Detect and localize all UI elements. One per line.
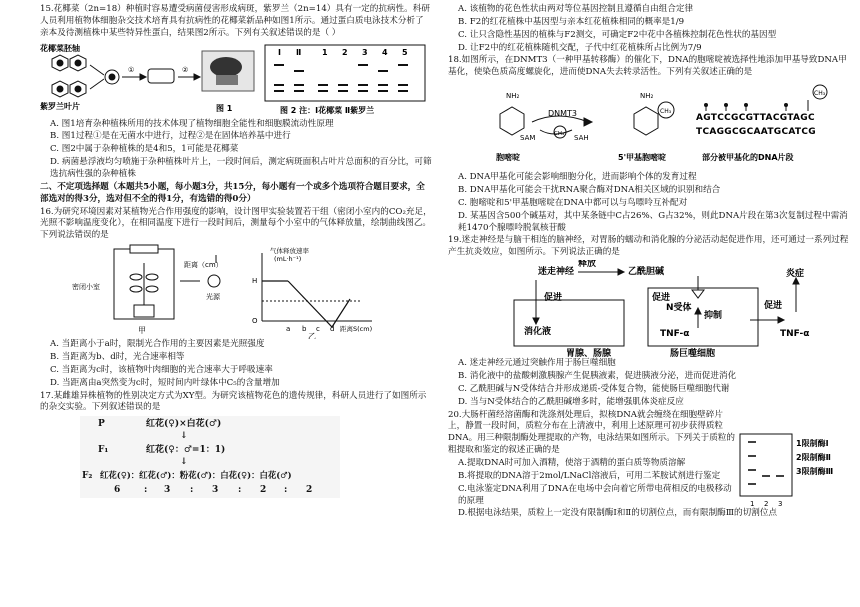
q16-option-c: C. 当距离为c时，该植物叶肉细胞的光合速率大于呼吸速率	[50, 364, 273, 375]
right-column	[448, 4, 850, 521]
q20-stem: 20.大肠杆菌经溶菌酶和洗涤剂处理后，拟核DNA就会缠绕在细胞壁碎片上，静置一段时间，质粒分布在上清液中，利用上述原理可初步获得质粒DNA。用三种限制酶处理提取的产物，电泳结果如图所示。下列关于质粒的粗提取和鉴定的叙述正确的是	[448, 409, 736, 456]
q17-f1: 红花(♀：♂=1：1)	[146, 445, 226, 456]
q17-arrow-1: ↓	[180, 431, 188, 442]
gel-label-2: 2限制酶Ⅱ	[796, 452, 831, 462]
q19-option-d: D. 当与N受体结合的乙酰胆碱增多时，能增强肌体炎症反应	[458, 396, 684, 407]
q15-option-b: B. 图1过程①是在无菌水中进行，过程②是在固体培养基中进行	[50, 131, 291, 142]
q19-promote-1: 促进	[544, 293, 563, 304]
q16-option-a: A. 当距离小于a时，限制光合作用的主要因素是光照强度	[50, 339, 265, 350]
q20-option-a: A.提取DNA时可加入酒精，使溶于酒精的蛋白质等物质溶解	[458, 458, 686, 469]
ratio-sep: :	[238, 485, 242, 496]
fig-b-h: H	[252, 277, 258, 286]
q16-figures	[40, 243, 432, 339]
q17-ratio-5: 2	[306, 485, 313, 496]
q18-caption-1: 胞嘧啶	[496, 153, 520, 163]
fig-b-yunit: (mL·h⁻¹)	[274, 255, 302, 264]
q18-ch3-c: CH₃	[814, 90, 826, 98]
fig-b-tick-a: a	[286, 325, 291, 334]
q18-seq2: TCAGGCGCAATGCATCG	[696, 127, 816, 138]
q20-gel-figure	[738, 432, 850, 510]
fig1-label-a: 花椰菜胚轴	[40, 43, 80, 53]
q20-option-c: C.电泳鉴定DNA利用了DNA在电场中会向着它所带电荷相反的电极移动的原理	[458, 483, 732, 506]
q18-sah: SAH	[574, 134, 589, 143]
q15-figures	[40, 41, 432, 119]
q18-seq1: AGTCCGCGTTACGTAGC	[696, 113, 815, 124]
q19-release: 释放	[578, 260, 597, 270]
fig1-step1: ①	[128, 65, 135, 74]
fig-a-room: 密闭小室	[72, 283, 100, 292]
fig1-step2: ②	[182, 65, 189, 74]
q17-option-b: B. F2的红花植株中基因型与亲本红花植株相同的概率是1/9	[458, 16, 685, 27]
q18-enzyme: DNMT3	[548, 109, 578, 119]
q17-stem: 17.某雌雄异株植物的性别决定方式为XY型。为研究该植物花色的遗传规律，科研人员进行了如图所示的杂交实验。下列叙述错误的是	[40, 390, 427, 413]
q15-stem: 15.花椰菜（2n=18）种植时容易遭受病菌侵害形成病斑，紫罗兰（2n=14）具有一定的抗病性。科研人员利用植物体细胞杂交技术培育具有抗病性的花椰菜新品种如图1所示。通过蛋白质电泳技术分析了亲本及待测植株中某些特异性蛋白，结果图2所示。下列有关叙述错误的是（ ）	[40, 4, 430, 38]
gel-lane-3: 3	[778, 499, 783, 508]
ratio-sep: :	[284, 485, 288, 496]
q16-option-b: B. 当距离为b、d时，光合速率相等	[50, 352, 185, 363]
section-2-heading: 二、不定项选择题（本题共5小题，每小题3分，共15分，每小题有一个或多个选项符合题目要求，全部选对的得3分，选对但不全的得1分，有选错的得0分）	[40, 181, 425, 204]
q17-f2: 红花(♀)：红花(♂)：粉花(♂)：白花(♀)：白花(♂)	[100, 470, 292, 481]
q17-ratio-4: 2	[260, 485, 267, 496]
q18-sam: SAM	[520, 134, 536, 143]
fig-b-ylabel: 气体释放速率	[270, 247, 309, 256]
q19-option-c: C. 乙酰胆碱与N受体结合并形成递质-受体复合物，能使肠巨噬细胞代谢	[458, 383, 730, 394]
q18-figure	[448, 80, 850, 172]
q19-vagus: 迷走神经	[538, 267, 575, 278]
fig2-lane-5: 3	[362, 47, 368, 57]
q19-tnf-1: TNF-α	[660, 329, 690, 340]
q17-f1-label: F₁	[98, 445, 109, 456]
q16-fig-a	[114, 245, 220, 319]
q17-option-d: D. 让F2中的红花植株随机交配，子代中红花植株所占比例为7/9	[458, 42, 702, 53]
q17-ratio-3: 3	[212, 485, 219, 496]
q18-caption-3: 部分被甲基化的DNA片段	[702, 153, 794, 163]
q20-block	[448, 410, 850, 521]
q17-ratio-2: 3	[164, 485, 171, 496]
fig-a-caption: 甲	[138, 326, 146, 336]
q15-option-a: A. 图1培育杂种植株所用的技术体现了植物细胞全能性和细胞膜流动性原理	[50, 118, 334, 129]
fig2-lane-4: 2	[342, 47, 348, 57]
fig-b-xlabel: 距离S(cm)	[340, 325, 373, 334]
gel-lane-2: 2	[764, 499, 769, 508]
q19-inhibit: 抑制	[704, 311, 723, 322]
q18-ch3-a: CH₃	[554, 131, 565, 138]
q20-text	[448, 410, 736, 508]
q15-fig2	[265, 45, 425, 115]
q16-fig-b	[252, 246, 372, 339]
q18-option-c: C. 胞嘧啶和5'甲基胞嘧啶在DNA中都可以与鸟嘌呤互补配对	[458, 197, 688, 208]
q17-cross-diagram	[80, 416, 340, 498]
gel-lane-1: 1	[750, 499, 755, 508]
q18-caption-2: 5'甲基胞嘧啶	[618, 153, 667, 163]
gel-label-3: 3限制酶Ⅲ	[796, 466, 834, 476]
q19-inflammation: 炎症	[786, 269, 805, 280]
q16-option-d: D. 当距离由a突然变为c时，短时间内叶绿体中C₅的含量增加	[50, 377, 280, 388]
fig-b-caption: 乙	[308, 332, 316, 340]
ratio-sep: :	[190, 485, 194, 496]
q19-macrophage: 肠巨噬细胞	[670, 349, 716, 359]
q19-stomach: 胃腺、肠腺	[566, 349, 612, 359]
q18-option-d: D. 某基因含500个碱基对，其中某条链中C占26%、G占32%，则此DNA片段在第3次复制过程中需消耗1470个腺嘌呤脱氧核苷酸	[458, 210, 848, 233]
q19-ach: 乙酰胆碱	[628, 267, 665, 278]
fig2-lane-3: 1	[322, 47, 328, 57]
q19-figure	[448, 260, 850, 358]
q19-option-b: B. 消化液中的盐酸刺激胰腺产生促胰液素，促进胰液分泌，进而促进消化	[458, 371, 737, 382]
fig-b-tick-c: c	[316, 325, 320, 334]
fig2-caption: 图 2 注：Ⅰ花椰菜 Ⅱ紫罗兰	[280, 105, 375, 115]
q19-stem: 19.迷走神经是与脑干相连的脑神经，对胃肠的蠕动和消化腺的分泌活动起促进作用，还可通过一系列过程产生抗炎效应，如图所示。下列说法正确的是	[448, 235, 849, 258]
fig1-caption: 图 1	[216, 103, 233, 113]
q19-tnf-2: TNF-α	[780, 329, 810, 340]
left-column	[40, 4, 432, 498]
q18-nh2-2: NH₂	[640, 92, 654, 101]
q18-option-a: A. DNA甲基化可能会影响细胞分化，进而影响个体的发育过程	[458, 172, 697, 183]
q17-ratio-1: 6	[114, 485, 121, 496]
q17-option-a: A. 该植物的花色性状由两对等位基因控制且遵循自由组合定律	[458, 4, 694, 14]
fig-b-tick-d: d	[330, 325, 335, 334]
gel-label-1: 1限制酶Ⅰ	[796, 438, 829, 448]
q17-option-c: C. 让只含隐性基因的植株与F2测交，可确定F2中花中各植株控制花色性状的基因型	[458, 29, 777, 40]
q17-p-cross: 红花(♀)×白花(♂)	[146, 419, 222, 430]
q18-option-b: B. DNA甲基化可能会干扰RNA聚合酶对DNA相关区域的识别和结合	[458, 185, 721, 196]
q19-juice: 消化液	[524, 327, 552, 338]
q19-promote-3: 促进	[764, 301, 783, 312]
fig1-label-b: 紫罗兰叶片	[40, 101, 80, 111]
q19-nreceptor: N受体	[666, 303, 692, 314]
fig2-lane-7: 5	[402, 47, 408, 57]
fig-a-dist: 距离（cm）	[184, 261, 223, 270]
q19-promote-2: 促进	[652, 293, 671, 304]
q18-ch3-b: CH₃	[660, 108, 672, 116]
q16-stem: 16.为研究环境因素对某植物光合作用强度的影响，设计图甲实验装置若干组（密闭小室内的CO₂充足，光照不影响温度变化），在相同温度下进行一段时间后，测量每个小室中的气体释放量，绘制曲线图乙。下列说法错误的是	[40, 206, 432, 241]
ratio-sep: :	[144, 485, 148, 496]
q19-option-a: A. 迷走神经元通过突触作用于肠巨噬细胞	[458, 358, 616, 369]
q20-option-b: B.将提取的DNA溶于2mol/LNaCl溶液后，可用二苯胺试剂进行鉴定	[458, 470, 721, 481]
q17-f2-label: F₂	[82, 471, 93, 482]
q17-p-label: P	[98, 419, 105, 430]
q18-stem: 18.如图所示，在DNMT3（一种甲基转移酶）的催化下，DNA的胞嘧啶被选择性地添加甲基导致DNA甲基化，使染色质高度螺旋化，进而使DNA失去转录活性。下列有关叙述正确的是	[448, 55, 847, 78]
q15-option-d: D. 病菌悬浮液均匀喷施于杂种植株叶片上，一段时间后，测定病斑面积占叶片总面积的百分比，可筛选抗病性强的杂种植株	[50, 157, 432, 180]
q18-nh2-1: NH₂	[506, 92, 520, 101]
q17-arrow-2: ↓	[180, 457, 188, 468]
q15-option-c: C. 图2中属于杂种植株的是4和5，1可能是花椰菜	[50, 144, 239, 155]
fig-b-origin: O	[252, 317, 258, 326]
fig2-lane-2: Ⅱ	[296, 47, 302, 57]
fig2-lane-6: 4	[382, 47, 388, 57]
fig-b-tick-b: b	[302, 325, 307, 334]
q20-option-d: D.根据电泳结果，质粒上一定没有限制酶Ⅰ和Ⅱ的切割位点，而有限制酶Ⅲ的切割位点	[458, 508, 778, 519]
q15-fig1	[40, 43, 254, 113]
fig2-lane-1: Ⅰ	[278, 47, 281, 57]
fig-a-lamp: 光源	[206, 293, 220, 302]
